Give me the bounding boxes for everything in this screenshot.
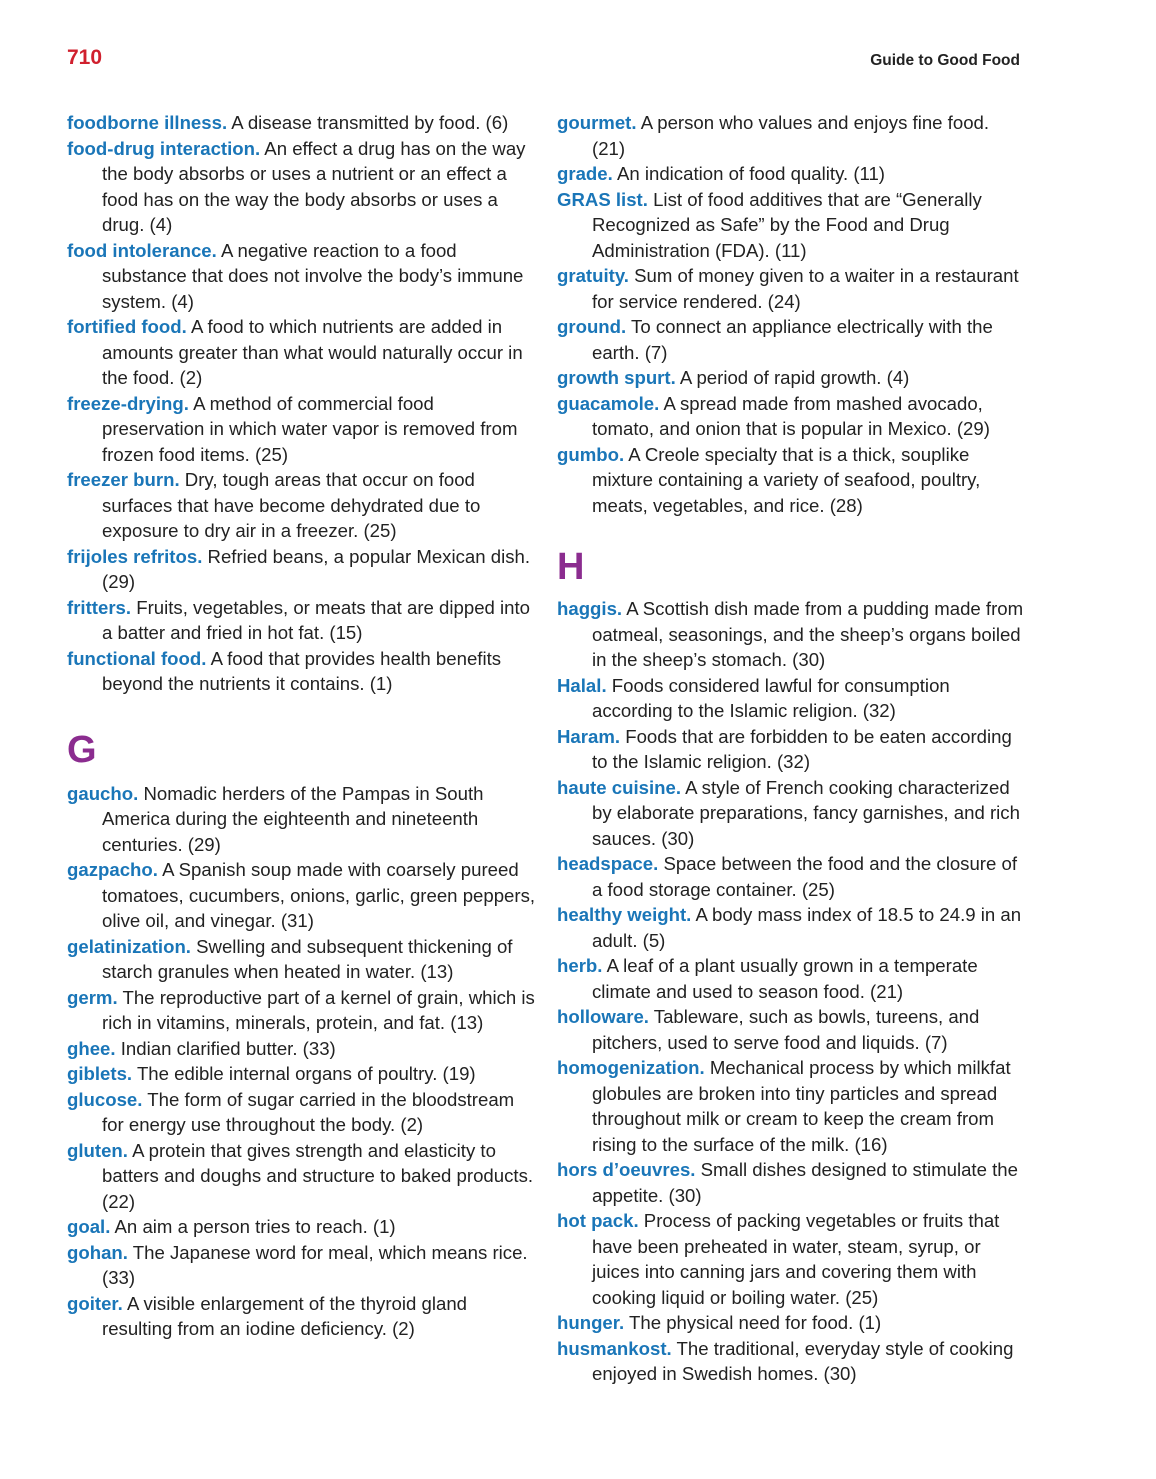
glossary-entry <box>557 442 1027 519</box>
glossary-term: homogenization. <box>557 1057 705 1078</box>
glossary-entry <box>67 467 537 544</box>
glossary-term: guacamole. <box>557 392 660 414</box>
entries-f-list <box>67 110 537 697</box>
glossary-entry <box>67 391 537 468</box>
glossary-definition: A negative reaction to a food substance that does not involve the body’s immune system. (4) <box>102 239 524 312</box>
glossary-entry <box>67 646 537 697</box>
glossary-term: gelatinization. <box>67 935 191 957</box>
glossary-definition: Indian clarified butter. (33) <box>120 1037 336 1059</box>
glossary-entry <box>557 953 1027 1004</box>
glossary-definition: The physical need for food. (1) <box>629 1312 882 1333</box>
glossary-term: Haram. <box>557 725 621 747</box>
glossary-entry <box>557 775 1027 852</box>
glossary-entry <box>557 724 1027 775</box>
glossary-term: giblets. <box>67 1063 133 1084</box>
section-letter-h: H <box>557 546 585 588</box>
glossary-definition: List of food additives that are “Generally Recognized as Safe” by the Food and Drug Administration (FDA). (11) <box>592 188 982 261</box>
glossary-definition: A visible enlargement of the thyroid gland resulting from an iodine deficiency. (2) <box>102 1292 467 1339</box>
glossary-term: haggis. <box>557 598 623 619</box>
glossary-term: glucose. <box>67 1088 143 1110</box>
glossary-term: functional food. <box>67 647 207 669</box>
glossary-term: gluten. <box>67 1139 128 1161</box>
glossary-entry <box>67 136 537 238</box>
glossary-term: gumbo. <box>557 443 625 465</box>
glossary-term: healthy weight. <box>557 904 692 925</box>
glossary-entry <box>557 110 1027 161</box>
glossary-entry <box>67 857 537 934</box>
glossary-definition: A leaf of a plant usually grown in a temperate climate and used to season food. (21) <box>592 955 978 1002</box>
glossary-entry <box>67 985 537 1036</box>
glossary-entry <box>557 161 1027 187</box>
glossary-term: holloware. <box>557 1006 649 1027</box>
glossary-right-column <box>557 110 1027 1387</box>
glossary-left-column <box>67 110 537 1342</box>
glossary-entry <box>67 934 537 985</box>
section-letter-g: G <box>67 728 97 771</box>
glossary-term: Halal. <box>557 674 607 696</box>
glossary-entry <box>557 263 1027 314</box>
glossary-definition: An aim a person tries to reach. (1) <box>114 1216 396 1237</box>
glossary-entry <box>557 1208 1027 1310</box>
glossary-entry <box>557 391 1027 442</box>
glossary-term: frijoles refritos. <box>67 545 203 567</box>
glossary-definition: The form of sugar carried in the bloodstream for energy use throughout the body. (2) <box>102 1088 515 1135</box>
glossary-entry <box>67 1061 537 1087</box>
glossary-term: growth spurt. <box>557 367 676 388</box>
glossary-term: hot pack. <box>557 1210 639 1231</box>
glossary-term: hunger. <box>557 1312 625 1333</box>
glossary-term: goal. <box>67 1216 111 1237</box>
glossary-definition: An effect a drug has on the way the body absorbs or uses a nutrient or an effect a food has on the way the body absorbs or uses a drug. (4) <box>102 137 526 235</box>
glossary-term: germ. <box>67 986 118 1008</box>
glossary-entry <box>557 365 1027 391</box>
glossary-term: husmankost. <box>557 1337 672 1359</box>
glossary-definition: A method of commercial food preservation in which water vapor is removed from frozen food items. (25) <box>102 392 518 465</box>
glossary-definition: A food to which nutrients are added in amounts greater than what would naturally occur in the food. (2) <box>102 316 523 388</box>
glossary-entry <box>67 1214 537 1240</box>
glossary-definition: Foods that are forbidden to be eaten according to the Islamic religion. (32) <box>592 725 1012 772</box>
glossary-entry <box>557 1336 1027 1387</box>
glossary-entry <box>557 1310 1027 1336</box>
glossary-definition: A Spanish soup made with coarsely pureed tomatoes, cucumbers, onions, garlic, green peppers, olive oil, and vinegar. (31) <box>102 859 536 931</box>
glossary-entry <box>67 1240 537 1291</box>
glossary-entry <box>67 314 537 391</box>
glossary-definition: An indication of food quality. (11) <box>616 163 885 184</box>
glossary-term: grade. <box>557 163 613 184</box>
glossary-term: gourmet. <box>557 112 637 133</box>
glossary-term: haute cuisine. <box>557 776 681 798</box>
glossary-term: freeze-drying. <box>67 392 189 414</box>
glossary-entry <box>557 1055 1027 1157</box>
glossary-definition: A spread made from mashed avocado, tomato, and onion that is popular in Mexico. (29) <box>592 392 990 439</box>
page-number: 710 <box>67 46 103 69</box>
glossary-term: freezer burn. <box>67 469 180 490</box>
glossary-definition: Small dishes designed to stimulate the appetite. (30) <box>592 1159 1018 1206</box>
glossary-definition: Swelling and subsequent thickening of starch granules when heated in water. (13) <box>102 935 513 982</box>
glossary-term: herb. <box>557 955 603 976</box>
glossary-entry <box>557 851 1027 902</box>
glossary-entry <box>557 673 1027 724</box>
glossary-entry <box>67 544 537 595</box>
glossary-term: hors d’oeuvres. <box>557 1159 696 1180</box>
glossary-term: gazpacho. <box>67 859 158 880</box>
glossary-definition: Tableware, such as bowls, tureens, and pitchers, used to serve food and liquids. (7) <box>592 1006 980 1053</box>
glossary-definition: The Japanese word for meal, which means rice. (33) <box>102 1241 528 1288</box>
glossary-term: food-drug interaction. <box>67 137 261 159</box>
glossary-definition: A protein that gives strength and elasticity to batters and doughs and structure to baked products. (22) <box>102 1139 534 1212</box>
glossary-entry <box>67 1138 537 1215</box>
glossary-definition: A person who values and enjoys fine food. (21) <box>592 112 990 159</box>
glossary-definition: Dry, tough areas that occur on food surfaces that have become dehydrated due to exposure to dry air in a freezer. (25) <box>102 469 481 541</box>
glossary-definition: Space between the food and the closure of a food storage container. (25) <box>592 853 1018 900</box>
glossary-term: GRAS list. <box>557 188 648 210</box>
glossary-entry <box>557 1004 1027 1055</box>
glossary-definition: Nomadic herders of the Pampas in South America during the eighteenth and nineteenth centuries. (29) <box>102 782 484 855</box>
glossary-entry <box>67 1291 537 1342</box>
glossary-entry <box>557 902 1027 953</box>
glossary-definition: A Creole specialty that is a thick, souplike mixture containing a variety of seafood, poultry, meats, vegetables, and rice. (28) <box>592 443 981 516</box>
glossary-definition: The traditional, everyday style of cooking enjoyed in Swedish homes. (30) <box>592 1337 1014 1384</box>
glossary-entry <box>67 1087 537 1138</box>
glossary-term: fritters. <box>67 596 132 618</box>
glossary-entry <box>557 1157 1027 1208</box>
glossary-term: gaucho. <box>67 782 139 804</box>
glossary-term: headspace. <box>557 853 659 874</box>
glossary-definition: The reproductive part of a kernel of grain, which is rich in vitamins, minerals, protein, and fat. (13) <box>102 986 535 1033</box>
glossary-term: gratuity. <box>557 265 629 286</box>
glossary-entry <box>67 1036 537 1062</box>
glossary-entry <box>67 238 537 315</box>
glossary-term: food intolerance. <box>67 239 217 261</box>
glossary-definition: A food that provides health benefits beyond the nutrients it contains. (1) <box>102 647 502 694</box>
glossary-term: foodborne illness. <box>67 112 228 133</box>
glossary-definition: Refried beans, a popular Mexican dish. (29) <box>102 545 531 592</box>
glossary-definition: A period of rapid growth. (4) <box>679 367 910 388</box>
glossary-definition: A body mass index of 18.5 to 24.9 in an adult. (5) <box>592 904 1022 951</box>
glossary-entry <box>557 596 1027 673</box>
glossary-definition: A Scottish dish made from a pudding made from oatmeal, seasonings, and the sheep’s organs boiled in the sheep’s stomach. (30) <box>592 598 1024 670</box>
glossary-term: ghee. <box>67 1037 116 1059</box>
glossary-definition: To connect an appliance electrically with the earth. (7) <box>592 316 993 363</box>
glossary-entry <box>67 595 537 646</box>
glossary-definition: A disease transmitted by food. (6) <box>231 112 509 133</box>
glossary-definition: Process of packing vegetables or fruits that have been preheated in water, steam, syrup, or juices into canning jars and covering them with cooking liquid or boiling water. (25) <box>592 1210 1000 1308</box>
running-title: Guide to Good Food <box>870 52 1020 69</box>
glossary-definition: Foods considered lawful for consumption according to the Islamic religion. (32) <box>592 674 950 721</box>
glossary-definition: A style of French cooking characterized by elaborate preparations, fancy garnishes, and rich sauces. (30) <box>592 776 1020 849</box>
glossary-definition: Fruits, vegetables, or meats that are dipped into a batter and fried in hot fat. (15) <box>102 596 531 643</box>
glossary-entry <box>557 187 1027 264</box>
entries-g-continued-list <box>557 110 1027 518</box>
glossary-term: fortified food. <box>67 316 187 337</box>
glossary-definition: Mechanical process by which milkfat globules are broken into tiny particles and spread throughout milk or cream to keep the cream from rising to the surface of the milk. (16) <box>592 1057 1011 1155</box>
glossary-entry <box>67 781 537 858</box>
glossary-term: goiter. <box>67 1292 123 1314</box>
glossary-term: ground. <box>557 316 627 337</box>
glossary-term: gohan. <box>67 1241 128 1263</box>
entries-h-list <box>557 596 1027 1387</box>
glossary-definition: The edible internal organs of poultry. (19) <box>136 1063 476 1084</box>
entries-g-list <box>67 781 537 1342</box>
glossary-entry <box>557 314 1027 365</box>
glossary-entry <box>67 110 537 136</box>
glossary-definition: Sum of money given to a waiter in a restaurant for service rendered. (24) <box>592 265 1019 312</box>
